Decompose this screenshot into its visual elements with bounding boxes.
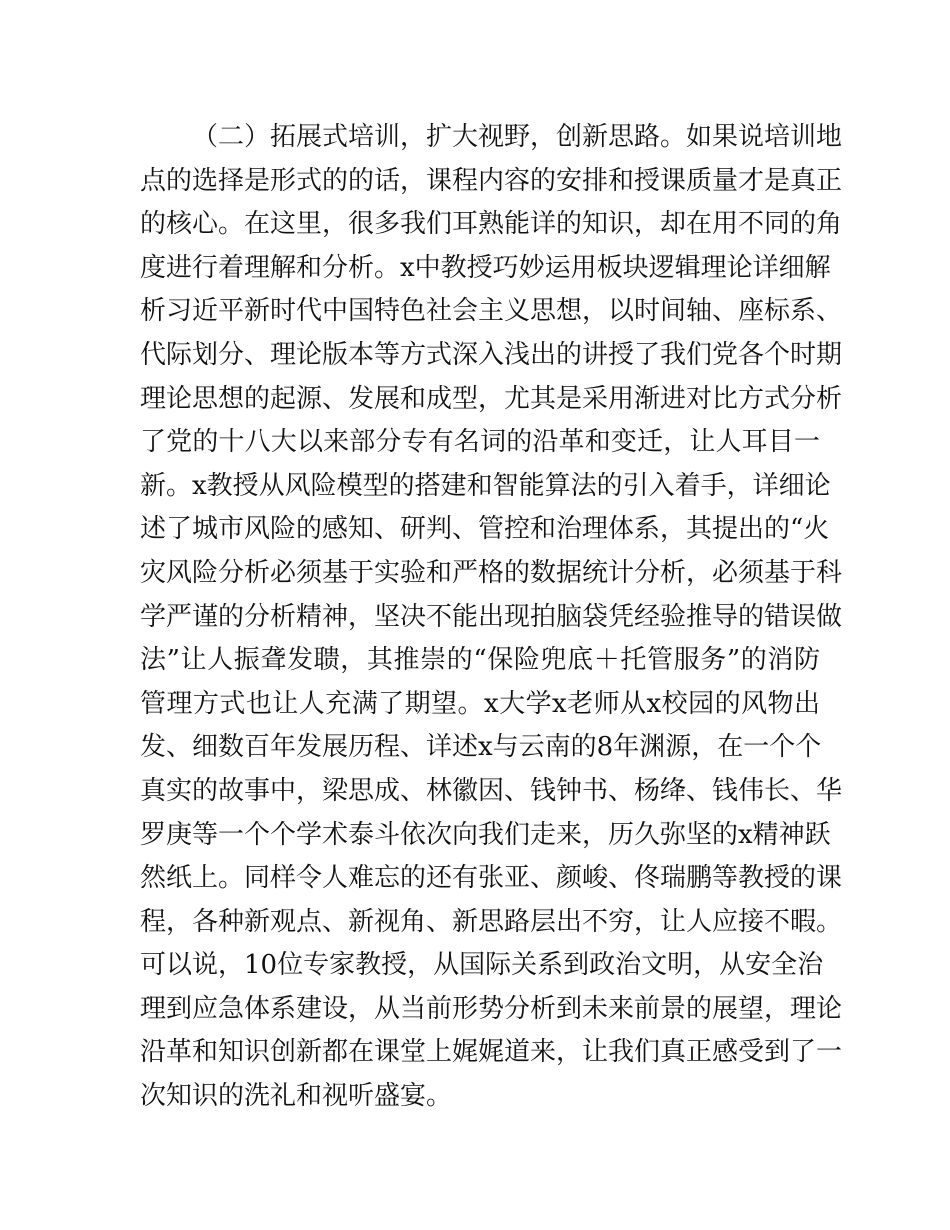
paragraph-line-5: 析习近平新时代中国特色社会主义思想，以时间轴、座标系、 — [140, 296, 843, 327]
paragraph-line-14: 管理方式也让人充满了期望。x大学x老师从x校园的风物出 — [140, 688, 820, 719]
paragraph-line-22: 沿革和知识创新都在课堂上娓娓道来，让我们真正感受到了一 — [140, 1037, 843, 1068]
paragraph-line-17: 罗庚等一个个学术泰斗依次向我们走来，历久弥坚的x精神跃 — [140, 819, 831, 850]
paragraph-line-1: （二）拓展式培训，扩大视野，创新思路。如果说培训地 — [192, 122, 843, 152]
paragraph-line-18: 然纸上。同样令人难忘的还有张亚、颜峻、佟瑞鹏等教授的课 — [140, 863, 843, 894]
paragraph-line-16: 真实的故事中，梁思成、林徽因、钱钟书、杨绛、钱伟长、华 — [140, 775, 843, 806]
paragraph-line-15: 发、细数百年发展历程、详述x与云南的8年渊源，在一个个 — [140, 732, 822, 763]
paragraph-line-7: 理论思想的起源、发展和成型，尤其是采用渐进对比方式分析 — [140, 383, 843, 414]
paragraph-line-11: 灾风险分析必须基于实验和严格的数据统计分析，必须基于科 — [140, 557, 843, 588]
paragraph-line-8: 了党的十八大以来部分专有名词的沿革和变迁，让人耳目一 — [140, 427, 820, 458]
paragraph-line-6: 代际划分、理论版本等方式深入浅出的讲授了我们党各个时期 — [140, 339, 843, 370]
paragraph-line-20: 可以说，10位专家教授，从国际关系到政治文明，从安全治 — [140, 950, 824, 981]
paragraph-line-9: 新。x教授从风险模型的搭建和智能算法的引入着手，详细论 — [140, 470, 831, 501]
paragraph-line-3: 的核心。在这里，很多我们耳熟能详的知识，却在用不同的角 — [140, 209, 843, 240]
paragraph-line-19: 程，各种新观点、新视角、新思路层出不穷，让人应接不暇。 — [140, 906, 843, 937]
paragraph-line-21: 理到应急体系建设，从当前形势分析到未来前景的展望，理论 — [140, 993, 843, 1024]
paragraph-line-23: 次知识的洗礼和视听盛宴。 — [140, 1081, 453, 1112]
paragraph-line-10: 述了城市风险的感知、研判、管控和治理体系，其提出的“火 — [140, 514, 830, 545]
paragraph-line-4: 度进行着理解和分析。x中教授巧妙运用板块逻辑理论详细解 — [140, 252, 831, 283]
paragraph-line-13: 法”让人振聋发聩，其推崇的“保险兜底＋托管服务”的消防 — [140, 645, 820, 676]
body-paragraph — [140, 116, 843, 1119]
paragraph-line-12: 学严谨的分析精神，坚决不能出现拍脑袋凭经验推导的错误做 — [140, 601, 843, 632]
paragraph-line-2: 点的选择是形式的的话，课程内容的安排和授课质量才是真正 — [140, 165, 843, 196]
